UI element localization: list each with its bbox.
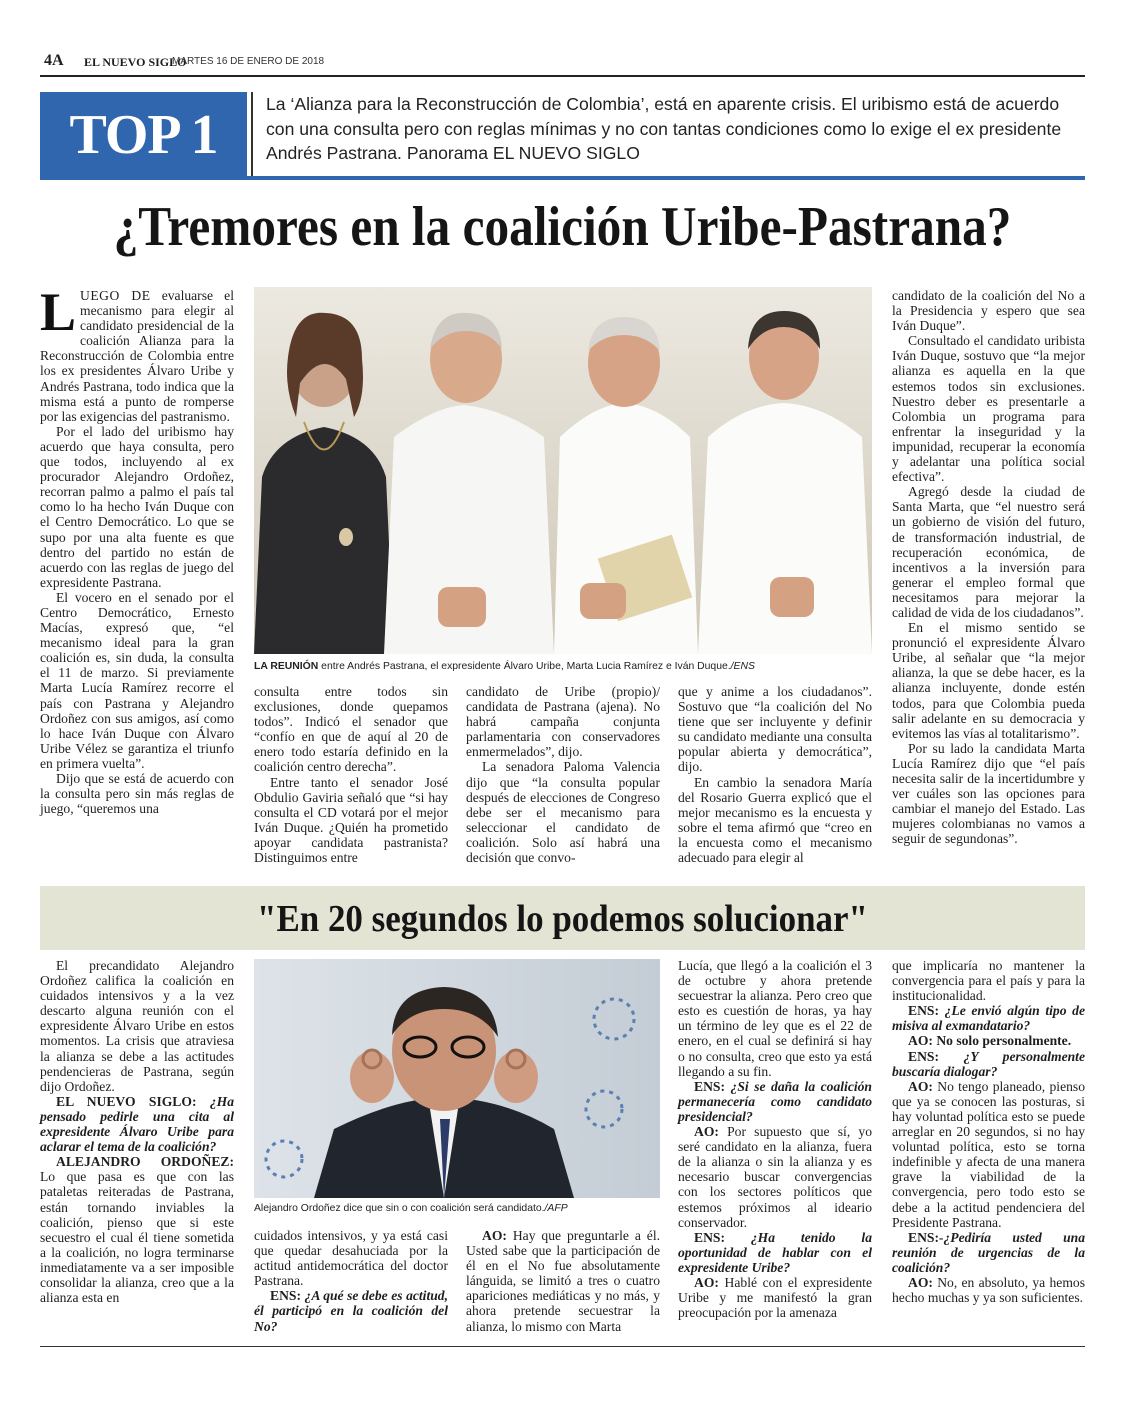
photo-credit: /ENS [730,661,755,672]
speaker-label: AO: [908,1078,933,1094]
paragraph: cuidados intensivos, y ya está casi que quedar desahuciada por la actitud antidemocrática del doctor Pastrana. [254,1228,448,1289]
paragraph: El vocero en el senado por el Centro Democrático, Ernesto Macías, expresó que, “el mecanismo ideal para la gran coalición es, sin duda, la consulta el 11 de marzo. Si previamente Marta Lucía Ramírez recorre el país con Pastrana y Alejandro Ordoñez con sus amigos, así como lo hace Iván Duque con Álvaro Uribe Vélez se garantiza el triunfo en primera vuelta”. [40,589,234,771]
answer [678,1124,872,1230]
caption-text: Alejandro Ordoñez dice que sin o con coalición será candidato. [254,1203,545,1214]
top-label: TOP 1 [40,92,247,178]
paragraph: En cambio la senadora María del Rosario Guerra explicó que el mejor mecanismo es la encuesta y sobre el tema afirmó que “creo en la encuesta como el mecanismo adecuado para elegir al [678,774,872,866]
answer [892,1079,1085,1230]
lead-in: UEGO DE [80,288,151,303]
answer-text: Hay que preguntarle a él. Usted sabe que la participación de él en el No fue absolutamente lánguida, se limitó a tres o cuatro apariciones mediáticas y no más, y ahora pretende secuestrar la alianza, lo mismo con Marta [466,1228,660,1334]
page-number: 4A [44,52,64,69]
paragraph: Lucía, que llegó a la coalición el 3 de octubre y ahora pretende secuestrar la alianza. Pero creo que esto es cuestión de horas, ya hay un término de ley que es el 22 de enero, en el cual se definirá si hay o no consulta, creo que esto ya está llegando a su fin. [678,958,872,1079]
question [678,1079,872,1124]
ordonez-photo [254,959,660,1198]
meeting-photo-illustration [254,287,872,654]
speaker-label: AO: [908,1033,933,1049]
speaker-label: ALEJANDRO ORDOÑEZ: [56,1154,234,1170]
paragraph: El precandidato Alejandro Ordoñez califica la coalición en cuidados intensivos y a la vez descarto alguna reunión con el expresidente Álvaro Uribe en estos momentos. La crisis que atraviesa la alianza se debe a las actitudes pendencieras de Pastrana, según dijo Ordoñez. [40,958,234,1094]
question [892,1049,1085,1079]
question-text: ¿Y personalmente buscaría dialogar? [892,1048,1085,1079]
caption-lead: LA REUNIÓN [254,661,319,672]
question [254,1288,448,1333]
interview-photo-caption [254,1202,660,1216]
paragraph: candidato de la coalición del No a la Presidencia y espero que sea Iván Duque”. [892,288,1085,334]
paragraph: evaluarse el mecanismo para elegir al candidato presidencial de la coalición Alianza para la Reconstrucción de Colombia entre los ex presidentes Álvaro Uribe y Andrés Pastrana, todo indica que la misma está a punto de romperse por las exigencias del pastranismo. [40,288,234,424]
question-text: -¿Pediría usted una reunión de urgencias de la coalición? [892,1229,1085,1275]
footer-rule [40,1346,1085,1347]
speaker-label: AO: [694,1274,719,1290]
paragraph: Agregó desde la ciudad de Santa Marta, que “el nuestro será un gobierno de visión del futuro, de transformación industrial, de recuperación económica, de incentivos a la inversión para generar el empleo formal que necesitamos para mejorar la calidad de vida de los ciudadanos”. [892,484,1085,620]
paragraph: candidato de Uribe (propio)/ candidata de Pastrana (ajena). No habrá campaña conjunta parlamentaria con conservadores enmermelados”, dijo. [466,684,660,760]
question [892,1003,1085,1033]
meeting-photo [254,287,872,654]
article-column-2 [254,684,448,865]
paragraph: que y anime a los ciudadanos”. Sostuvo que “la coalición del No tiene que ser incluyente y definir su candidato mediante una consulta popular abierta y democrática”, dijo. [678,684,872,775]
drop-cap: L [40,282,77,342]
answer-text: Por supuesto que sí, yo seré candidato en la alianza, fuera de la alianza o sin la alianza y es necesario buscar convergencias con los sectores políticos que estemos próximos al ideario conservador. [678,1124,872,1230]
paragraph: consulta entre todos sin exclusiones, donde quepamos todos”. Indicó el senador que “confío en que de aquí al 20 de enero todo estaría definido en la coalición centro derecha”. [254,684,448,775]
speaker-label: AO: [908,1274,933,1290]
speaker-label: ENS: [908,1229,939,1245]
banner-rule [40,176,1085,180]
intro-summary: La ‘Alianza para la Reconstrucción de Colombia’, está en aparente crisis. El uribismo está de acuerdo con una consulta pero con reglas mínimas y no con tantas condiciones como lo exige el ex presidente Andrés Pastrana. Panorama EL NUEVO SIGLO [266,94,1062,164]
question-text: ¿A qué se debe es actitud, él participó en la coalición del No? [254,1288,448,1334]
answer-text: Hablé con el expresidente Uribe y me manifestó la gran preocupación por la amenaza [678,1274,872,1321]
question [892,1230,1085,1275]
paragraph: En el mismo sentido se pronunció el expresidente Álvaro Uribe, al señalar que “la mejor alianza, la que se debe hacer, es la alianza incluyente, donde estén todos, para que Colombia pueda salir adelante en su democracia y evitemos las vías al totalitarismo”. [892,620,1085,741]
ordonez-photo-illustration [254,959,660,1198]
answer-text: No tengo planeado, pienso que ya se conocen las posturas, si hay voluntad política esto se puede arreglar en 20 segundos, si no hay voluntad política, esto se torna indefinible y afecta de una manera grave la viabilidad de la convergencia, pero todo esto se debe a la actitud pendenciera del Presidente Pastrana. [892,1078,1085,1230]
article-column-4 [678,684,872,865]
paragraph: Por su lado la candidata Marta Lucía Ramírez dijo que “el país necesita salir de la incertidumbre y ver cuáles son las opciones para cambiar el manejo del Estado. Las mujeres colombianas no vamos a seguir de segundonas”. [892,740,1085,847]
interview-column-1 [40,958,234,1305]
question-text: ¿Ha tenido la oportunidad de hablar con el expresidente Uribe? [678,1229,872,1275]
paragraph: que implicaría no mantener la convergencia para el país y para la institucionalidad. [892,958,1085,1004]
issue-date: MARTES 16 DE ENERO DE 2018 [172,56,325,67]
answer-text: No solo personalmente. [932,1033,1072,1049]
speaker-label: ENS: [694,1229,725,1245]
interview-column-3 [466,1228,660,1334]
caption-text: entre Andrés Pastrana, el expresidente Álvaro Uribe, Marta Lucia Ramírez e Iván Duque. [318,661,731,672]
header-rule [40,75,1085,77]
answer [892,1033,1085,1048]
photo-credit: /AFP [544,1203,568,1214]
article-column-3 [466,684,660,865]
paragraph: Dijo que se está de acuerdo con la consulta pero sin más reglas de juego, “queremos una [40,771,234,817]
article-column-1 [40,282,234,817]
speaker-label: ENS: [270,1288,301,1304]
question [40,1094,234,1154]
question [678,1230,872,1275]
question-text: ¿Ha pensado pedirle una cita al expresidente Álvaro Uribe para aclarar el tema de la coalición? [40,1093,234,1155]
paragraph: Consultado el candidato uribista Iván Duque, sostuvo que “la mejor alianza es aquella en la que estemos todos sin exclusiones. Nuestro deber es presentarle a Colombia un programa para enfrentar la inseguridad y la impunidad, recuperar la economía y adelantar una política social efectiva”. [892,333,1085,485]
answer [678,1275,872,1320]
answer-text: Lo que pasa es que con las pataletas reiteradas de Pastrana, están tornando inviables la coalición, pienso que si este secuestro el cual él tiene sometida a la coalición, no logra terminarse inmediatamente va a ser imposible consolidar la alianza, creo que a la alianza esta en [40,1169,234,1306]
speaker-label: ENS: [908,1048,939,1064]
speaker-label: AO: [694,1124,719,1140]
speaker-label: EL NUEVO SIGLO: [56,1093,197,1109]
speaker-label: ENS: [694,1078,725,1094]
paragraph: Por el lado del uribismo hay acuerdo que haya consulta, pero que todos, incluyendo al ex procurador Alejandro Ordoñez, recorran palmo a palmo el país tal como lo ha hecho Iván Duque con el Centro Democrático. Lo que se supo por una alta fuente es que dentro del partido no están de acuerdo con las reglas de juego del expresidente Pastrana. [40,423,234,590]
headline: ¿Tremores en la coalición Uribe-Pastrana? [113,196,1012,258]
interview-title: "En 20 segundos lo podemos solucionar" [257,898,868,940]
photo-caption [254,660,872,674]
answer [40,1154,234,1305]
interview-column-5 [892,958,1085,1305]
speaker-label: ENS: [908,1003,939,1019]
banner-divider [251,92,253,178]
paragraph: Entre tanto el senador José Obdulio Gaviria señaló que “si hay consulta el CD votará por el mejor Iván Duque. ¿Quién ha prometido apoyar candidata pastranista? Distinguimos entre [254,774,448,866]
question-text: ¿Si se daña la coalición permanecería como candidato presidencial? [678,1078,872,1124]
interview-column-4 [678,958,872,1320]
article-column-5 [892,288,1085,846]
speaker-label: AO: [482,1228,507,1243]
answer [892,1275,1085,1305]
newspaper-name: EL NUEVO SIGLO [84,55,187,69]
question-text: ¿Le envió algún tipo de misiva al exmandatario? [892,1003,1085,1034]
answer-text: No, en absoluto, ya hemos hecho muchas y ya son suficientes. [892,1274,1085,1306]
paragraph: La senadora Paloma Valencia dijo que “la consulta popular después de elecciones de Congreso debe ser el mecanismo para seleccionar el candidato de coalición. Solo así habrá una decisión que convo- [466,759,660,866]
interview-column-2 [254,1228,448,1334]
answer [466,1228,660,1334]
